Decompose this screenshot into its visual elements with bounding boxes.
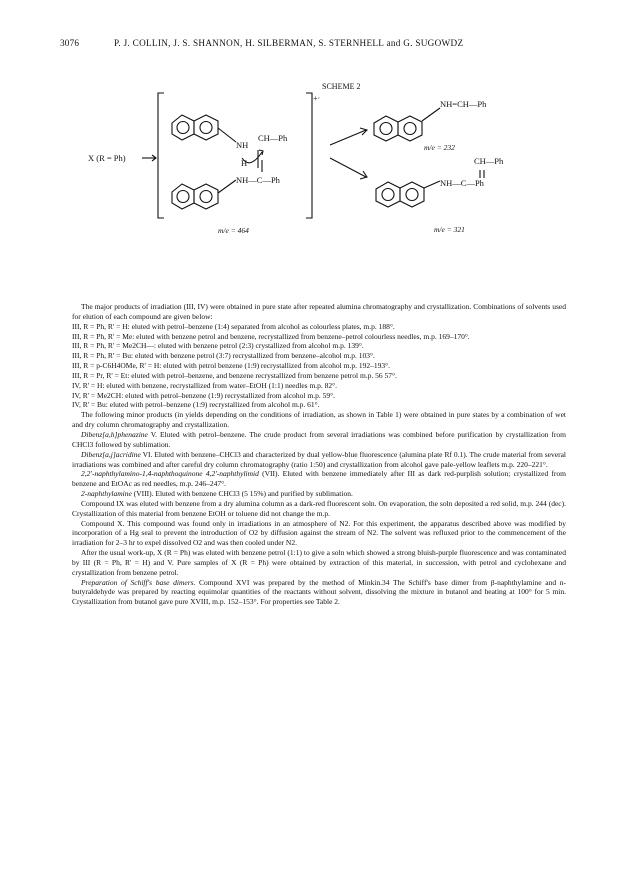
reactant-ch-ph: CH—Ph [258, 133, 288, 143]
product2-mass: m/e = 321 [434, 225, 465, 234]
paragraph-schiff-base: Preparation of Schiff's base dimers. Compound XVI was prepared by the method of Minkin.34 The Schiff's base dimer from β-naphthylamine and n-butyraldehyde was prepared by reacting equimolar quantities of the reactants without solvent, dissolving the mixture in butanol and heating at 100° for 5 min. Crystallization from butanol gave pure XVIII, m.p. 152–153°. For properties see Table 2. [72, 577, 566, 607]
paragraph-naphthylamine: 2-naphthylamine (VIII). Eluted with benzene CHCl3 (5 15%) and purified by sublimation. [81, 489, 353, 499]
experimental-body [72, 302, 566, 607]
elution-entry: IV, R' = Bu: eluted with petrol–benzene (1:9) recrystallized from alcohol m.p. 61°. [72, 400, 320, 410]
radical-charge: +· [313, 94, 321, 103]
compound-name: 2,2'-naphthylamino-1,4-naphthoquinone 4,2'-naphthylimid [81, 469, 259, 479]
paragraph-workup: After the usual work-up, X (R = Ph) was eluted with benzene petrol (1:1) to give a soln which showed a strong bluish-purple fluorescence and was contaminated by III (R = Ph, R' = H) and V. Pure samples of X (R = Ph) were obtained by extraction of this material, in succession, with petrol and cyclohexane and crystallization from benzene petrol. [72, 548, 566, 577]
naphthalene-product-top [374, 116, 422, 141]
naphthalene-reactant-bottom [172, 184, 218, 209]
naphthalene-product-bottom [376, 182, 424, 207]
compound-name: 2-naphthylamine [81, 489, 132, 499]
reactant-nh-bottom: NH—C—Ph [236, 175, 280, 185]
paragraph-phenazine: Dibenz[a,h]phenazine V. Eluted with petrol–benzene. The crude product from several irradiations was combined before purification by crystallization from CHCl3 followed by sublimation. [72, 429, 566, 449]
reactant-nh-top: NH [236, 140, 249, 150]
bracket-right [306, 93, 312, 218]
elution-entry: III, R = Ph, R' = H: eluted with petrol–benzene (1:4) separated from alcohol as colourless plates, m.p. 188°. [72, 321, 395, 331]
paragraph-compound-x: Compound X. This compound was found only in irradiations in an atmosphere of N2. For this experiment, the apparatus described above was modified by incorporation of a Hg seal to prevent the introduction of O2 by diffusion against the stream of N2. The solvent was refluxed prior to the commencement of the irradiation for 2–3 hr to expel dissolved O2 and was then cooled under N2. [72, 518, 566, 548]
page-number: 3076 [60, 38, 80, 48]
elution-entry: III, R = Ph, R' = Bu: eluted with benzene petrol (3:7) recrystallized from benzene–alcohol m.p. 103°. [72, 351, 375, 361]
paragraph-acridine: Dibenz[a,j]acridine VI. Eluted with benzene–CHCl3 and characterized by dual yellow-blue fluorescence (alumina plate Rf 0.1). The crude material from several irradiations was combined and after careful dry column chromatography (ratio 1:50) and crystallization from alcohol gave pale-yellow leaflets m.p. 220–221°. [72, 449, 566, 469]
product1-label: NH=CH—Ph [440, 99, 487, 109]
product2-nh-c-ph: NH—C—Ph [440, 178, 484, 188]
product2-ch-ph: CH—Ph [474, 156, 504, 166]
compound-name: Dibenz[a,j]acridine [81, 449, 141, 459]
section-title: Preparation of Schiff's base dimers. [81, 577, 196, 587]
naphthalene-reactant-top [172, 115, 218, 140]
elution-entry: IV, R' = H: eluted with benzene, recrystallized from water–EtOH (1:1) needles m.p. 82°. [72, 380, 338, 390]
reactant-mass: m/e = 464 [218, 226, 249, 235]
paragraph-compound-ix: Compound IX was eluted with benzene from a dry alumina column as a dark-red fluorescent soln. On evaporation, the soln deposited a red solid, m.p. 244 (dec). Crystallization of this material from benzene EtOH or toluene did not change the m.p. [72, 498, 566, 518]
paragraph-major-products: The major products of irradiation (III, IV) were obtained in pure state after repeated alumina chromatography and crystallization. Combinations of solvents used for elution of each compound are given below: [72, 302, 566, 321]
reactant-h: H [241, 158, 248, 168]
elution-entry: III, R = p-C6H4OMe, R' = H: eluted with petrol benzene (1:9) recrystallized from alcohol m.p. 192–193°. [72, 361, 390, 371]
paragraph-minor-products: The following minor products (in yields depending on the conditions of irradiation, as shown in Table 1) were obtained in pure states by a combination of wet and dry column chromatography and crystallization. [72, 410, 566, 430]
elution-entry: IV, R' = Me2CH: eluted with petrol–benzene (1:9) recrystallized from alcohol m.p. 59°. [72, 390, 335, 400]
elution-entry: III, R = Ph, R' = Me2CH—: eluted with benzene petrol (2:3) crystallized from alcohol m.p. 139°. [72, 341, 364, 351]
paragraph-naphthoquinone: 2,2'-naphthylamino-1,4-naphthoquinone 4,2'-naphthylimid (VII). Eluted with benzene immediately after III as dark red-purplish solution; crystallized from benzene and EtOAc as red needles, m.p. 246–247°. [72, 469, 567, 489]
reactant-label: X (R = Ph) [88, 153, 126, 163]
compound-name: Dibenz[a,h]phenazine [81, 429, 148, 439]
author-line: P. J. COLLIN, J. S. SHANNON, H. SILBERMAN, S. STERNHELL and G. SUGOWDZ [114, 38, 464, 48]
product1-mass: m/e = 232 [424, 143, 455, 152]
bracket-left [158, 93, 164, 218]
elution-entry: III, R = Pr, R' = Et: eluted with petrol–benzene, and benzene recrystallized from benzene petrol m.p. 56 57°. [72, 370, 397, 380]
elution-entry: III, R = Ph, R' = Me: eluted with benzene petrol and benzene, recrystallized from benzene–petrol colourless needles, m.p. 169–170°. [72, 331, 470, 341]
scheme-2-figure [0, 0, 624, 290]
scheme-title: SCHEME 2 [322, 82, 361, 91]
